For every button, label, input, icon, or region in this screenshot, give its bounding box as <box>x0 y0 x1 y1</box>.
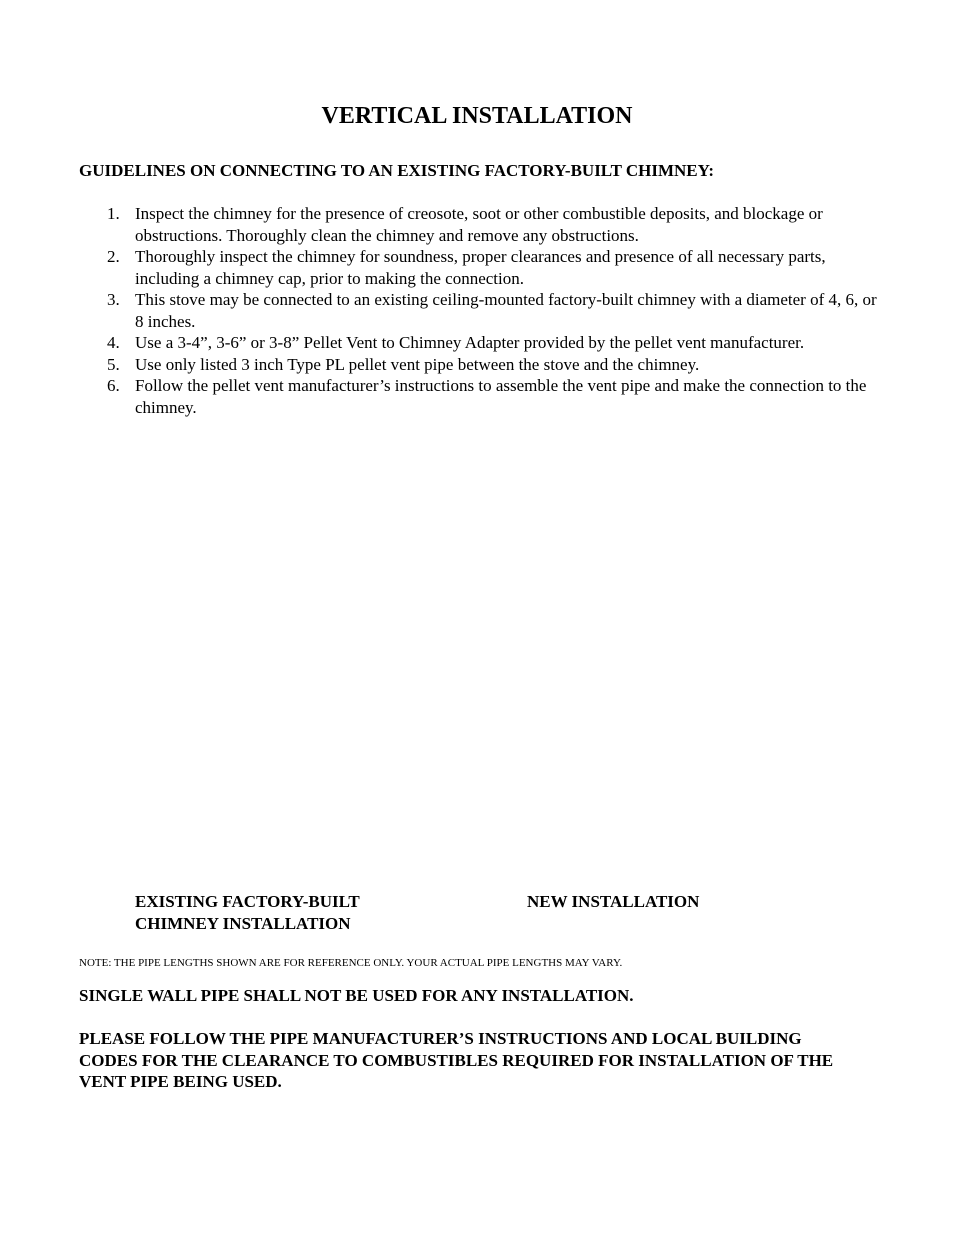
list-item-text: Thoroughly inspect the chimney for soundness, proper clearances and presence of all necessary parts, including a chimney cap, prior to making the connection. <box>135 247 826 288</box>
list-item-text: Follow the pellet vent manufacturer’s instructions to assemble the vent pipe and make the connection to the chimney. <box>135 376 867 417</box>
warning-text: SINGLE WALL PIPE SHALL NOT BE USED FOR ANY INSTALLATION. <box>79 986 634 1005</box>
instruction-text: PLEASE FOLLOW THE PIPE MANUFACTURER’S INSTRUCTIONS AND LOCAL BUILDING CODES FOR THE CLEARANCE TO COMBUSTIBLES REQUIRED FOR INSTALLATION OF THE VENT PIPE BEING USED. <box>79 1029 834 1091</box>
list-item-number: 3. <box>107 290 120 309</box>
list-item <box>79 332 889 354</box>
list-item <box>79 354 889 376</box>
list-item <box>79 203 889 246</box>
caption-line: EXISTING FACTORY-BUILT <box>135 892 360 911</box>
list-item-text: Inspect the chimney for the presence of creosote, soot or other combustible deposits, and blockage or obstructions. Thoroughly clean the chimney and remove any obstructions. <box>135 204 823 245</box>
diagram-placeholder <box>79 430 879 870</box>
list-item-text: Use only listed 3 inch Type PL pellet vent pipe between the stove and the chimney. <box>135 354 700 374</box>
list-item-number: 2. <box>107 247 120 266</box>
list-item-number: 6. <box>107 376 120 395</box>
list-item-number: 5. <box>107 354 120 374</box>
caption-new-installation: NEW INSTALLATION <box>527 892 700 911</box>
list-item <box>79 375 889 418</box>
caption-existing-installation <box>135 891 360 935</box>
list-item-text: This stove may be connected to an existing ceiling-mounted factory-built chimney with a diameter of 4, 6, or 8 inches. <box>135 290 877 331</box>
list-item <box>79 246 889 289</box>
caption-line: CHIMNEY INSTALLATION <box>135 914 351 933</box>
list-item-text: Use a 3-4”, 3-6” or 3-8” Pellet Vent to Chimney Adapter provided by the pellet vent manufacturer. <box>135 333 805 352</box>
list-item <box>79 289 889 332</box>
guideline-list <box>79 203 889 418</box>
section-heading: GUIDELINES ON CONNECTING TO AN EXISTING FACTORY-BUILT CHIMNEY: <box>79 161 715 180</box>
list-item-number: 4. <box>107 333 120 352</box>
list-item-number: 1. <box>107 204 120 223</box>
page-title: VERTICAL INSTALLATION <box>321 103 633 129</box>
reference-note: NOTE: THE PIPE LENGTHS SHOWN ARE FOR REFERENCE ONLY. YOUR ACTUAL PIPE LENGTHS MAY VARY. <box>79 957 623 969</box>
